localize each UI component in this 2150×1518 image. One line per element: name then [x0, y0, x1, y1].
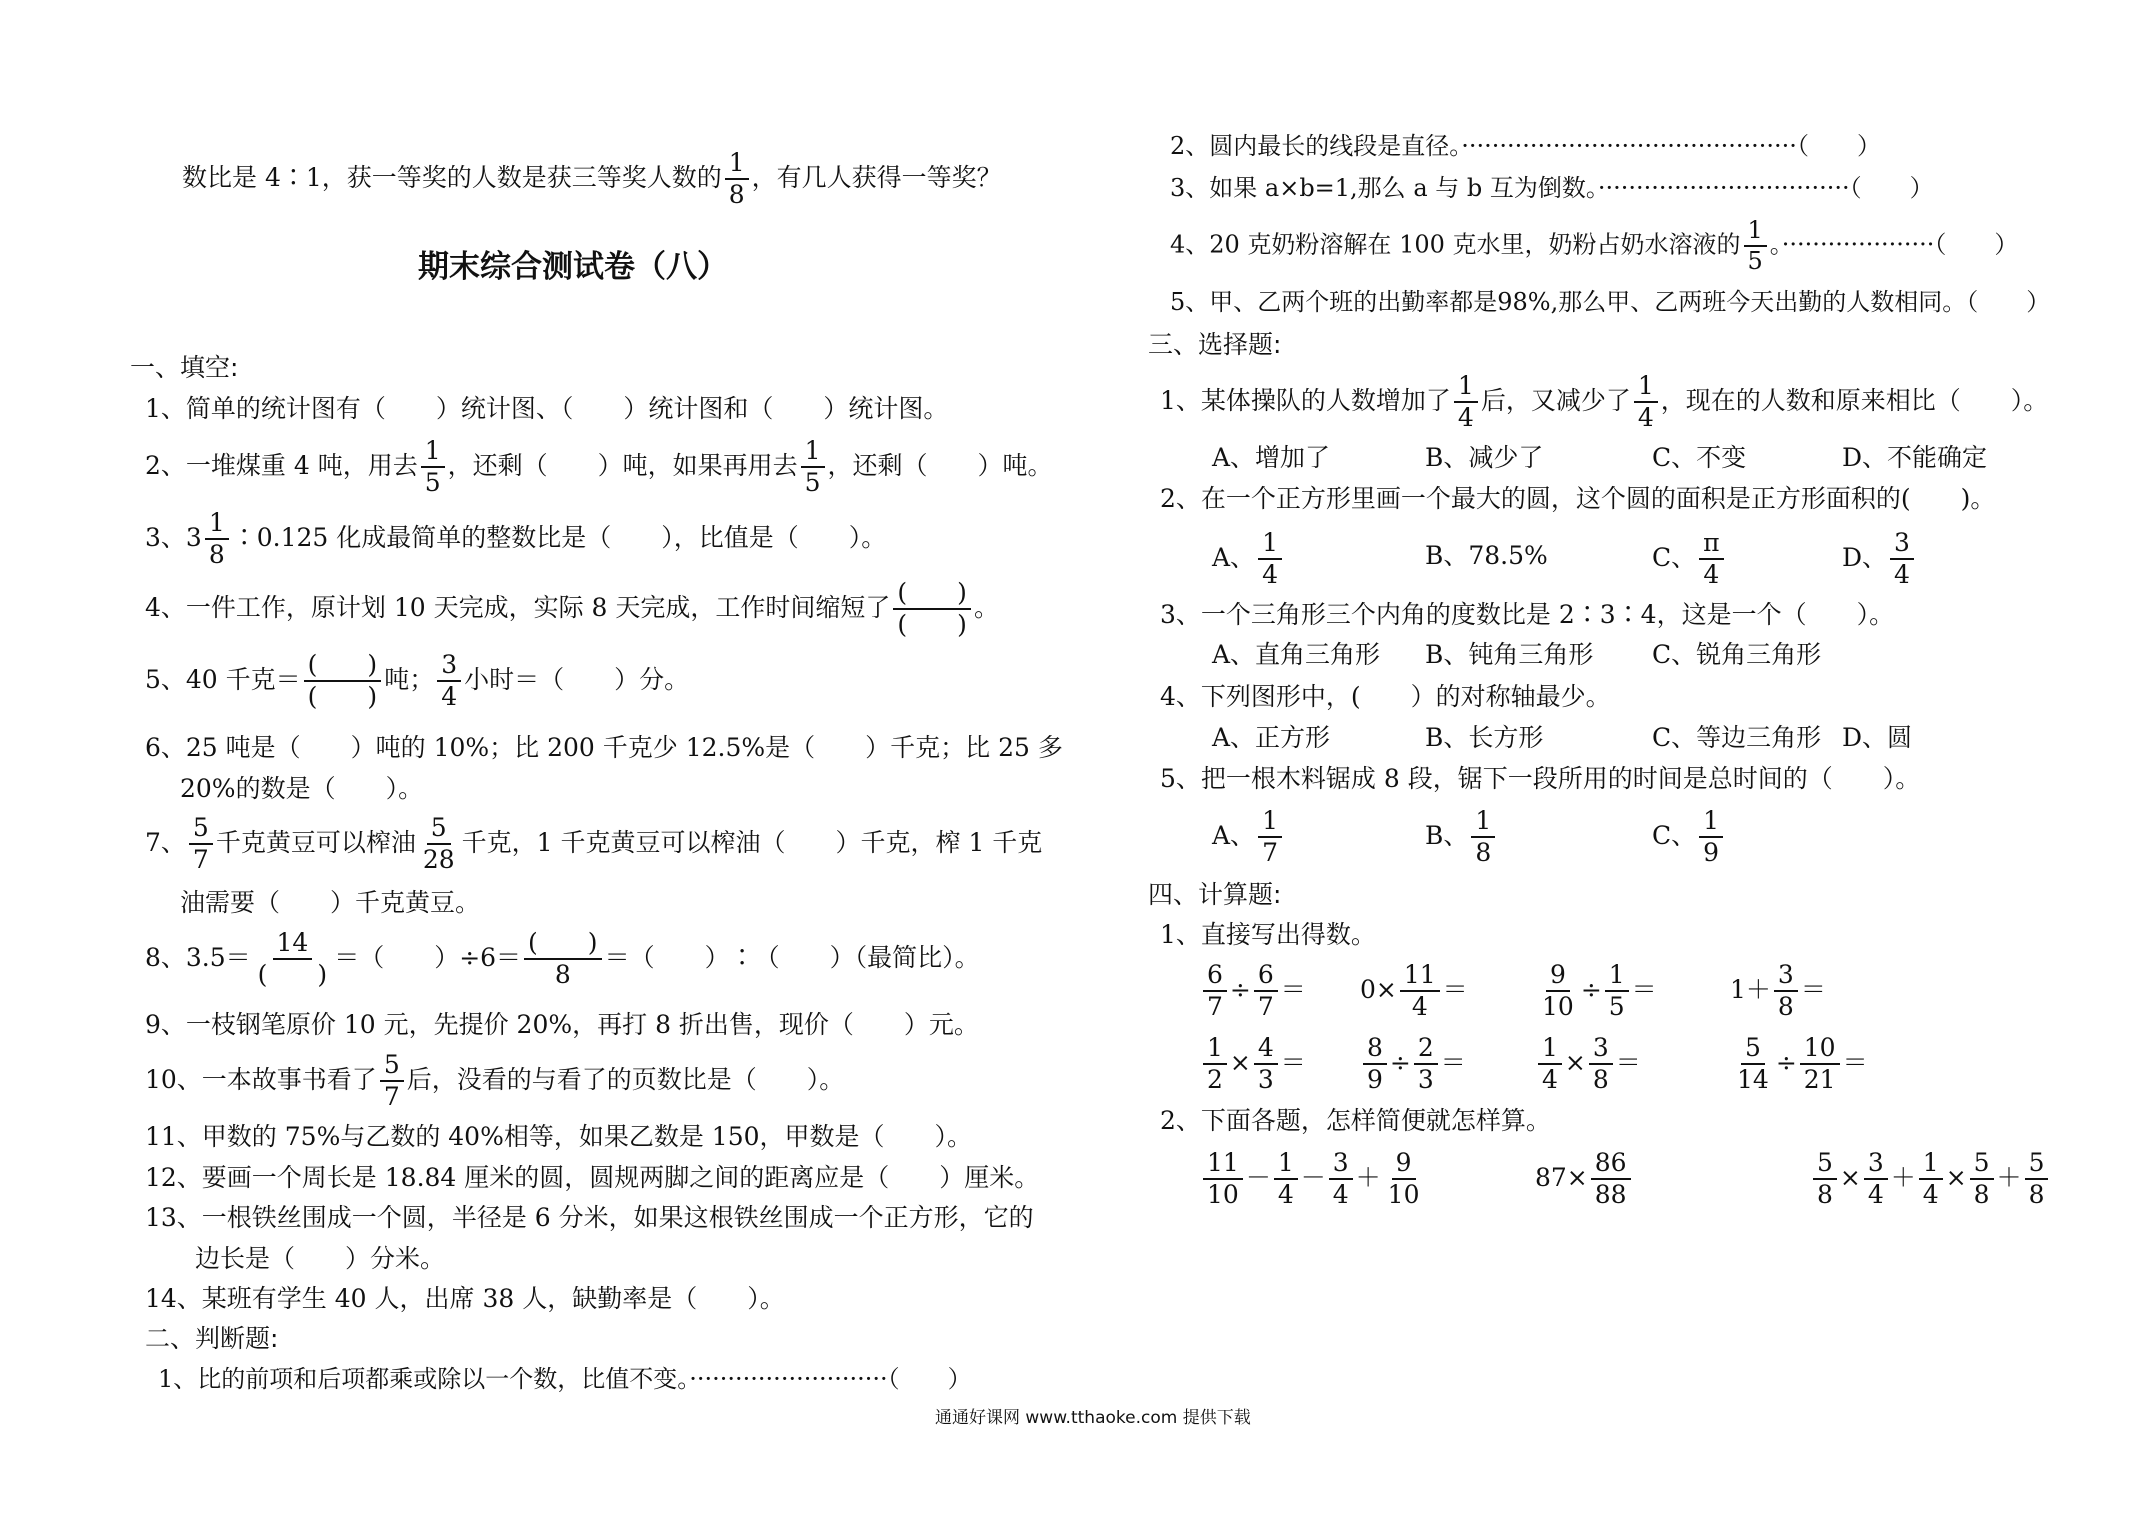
section-calc-heading: 四、计算题: [1148, 880, 1282, 909]
calc-expr: 0× $\frac{11}{4}$ ＝ [1360, 960, 1468, 1022]
fill-q8: 8、3.5＝ 14 ( ) ＝（ ）÷6＝ ( ) 8 ＝（ ）∶（ ）（最简比）。 [145, 928, 980, 990]
calc-expr: $\frac{11}{10}$ － $\frac{1}{4}$ － $\frac{3}{4}$ ＋ $\frac{9}{10}$ [1200, 1150, 1426, 1209]
calc-expr: $\frac{5}{8}$ × $\frac{3}{4}$ ＋ $\frac{1}{4}$ × $\frac{5}{8}$ ＋ $\frac{5}{8}$ [1810, 1150, 2051, 1209]
judge-q5: 5、甲、乙两个班的出勤率都是98%,那么甲、乙两班今天出勤的人数相同。（ ） [1170, 288, 2051, 316]
fill-q12: 12、要画一个周长是 18.84 厘米的圆，圆规两脚之间的距离应是（ ）厘米。 [145, 1163, 1040, 1192]
calc-expr: 1＋ $\frac{3}{8}$ ＝ [1730, 960, 1826, 1022]
fill-q2: 2、一堆煤重 4 吨，用去 $\frac{1}{5}$ ，还剩（ ）吨，如果再用去 $\frac{1}{5}$ ，还剩（ ）吨。 [145, 436, 1053, 498]
choice-q3: 3、一个三角形三个内角的度数比是 2∶3∶4，这是一个（ ）。 [1160, 600, 1895, 629]
judge-q3: 3、如果 a×b=1,那么 a 与 b 互为倒数。·································（ ） [1170, 174, 1934, 202]
calc-expr: $\frac{1}{2}$ × $\frac{4}{3}$ ＝ [1200, 1035, 1306, 1094]
fill-q6-line2: 20%的数是（ ）。 [180, 774, 424, 803]
calc-expr: $\frac{6}{7}$ ÷ $\frac{6}{7}$ ＝ [1200, 962, 1306, 1021]
choice-q5-option-b: B、 $\frac{1}{8}$ [1425, 808, 1498, 867]
fill-q6-line1: 6、25 吨是（ ）吨的 10%；比 200 千克少 12.5%是（ ）千克；比 25 多 [145, 733, 1063, 762]
choice-q4-option-a: A、正方形 [1212, 723, 1331, 752]
choice-q2: 2、在一个正方形里画一个最大的圆，这个圆的面积是正方形面积的( )。 [1160, 484, 1996, 513]
choice-q1-option-a: A、增加了 [1212, 443, 1331, 472]
choice-q2-option-c: C、 $\frac{\pi}{4}$ [1652, 530, 1727, 589]
section-judge-heading: 二、判断题: [145, 1324, 279, 1353]
judge-q4: 4、20 克奶粉溶解在 100 克水里，奶粉占奶水溶液的 $\frac{1}{5}$ 。····················（ ） [1170, 216, 2019, 276]
fill-q10: 10、一本故事书看了 $\frac{5}{7}$ 后，没看的与看了的页数比是（ ）。 [145, 1050, 845, 1112]
choice-q5-option-c: C、 $\frac{1}{9}$ [1652, 808, 1726, 867]
choice-q4-option-b: B、长方形 [1425, 723, 1544, 752]
choice-q1-option-b: B、减少了 [1425, 443, 1544, 472]
calc-expr: $\frac{9}{10}$ ÷ $\frac{1}{5}$ ＝ [1542, 960, 1657, 1022]
choice-q2-option-a: A、 $\frac{1}{4}$ [1212, 530, 1285, 589]
carryover-question: 数比是 4∶1，获一等奖的人数是获三等奖人数的 $\frac{1}{8}$ ，有几人获得一等奖？ [182, 148, 1002, 210]
fill-q13-line2: 边长是（ ）分米。 [195, 1244, 446, 1273]
choice-q4-option-c: C、等边三角形 [1652, 723, 1822, 752]
judge-q1: 1、比的前项和后项都乘或除以一个数，比值不变。··························（ ） [158, 1365, 972, 1393]
fill-q4: 4、一件工作，原计划 10 天完成，实际 8 天完成，工作时间缩短了 ( ) ( ) 。 [145, 578, 999, 640]
calc-q2: 2、下面各题，怎样简便就怎样算。 [1160, 1106, 1551, 1135]
choice-q1-option-d: D、不能确定 [1842, 443, 1988, 472]
calc-expr: $\frac{8}{9}$ ÷ $\frac{2}{3}$ ＝ [1360, 1035, 1466, 1094]
choice-q2-option-b: B、78.5% [1425, 541, 1548, 570]
choice-q2-option-d: D、 $\frac{3}{4}$ [1842, 530, 1917, 589]
choice-q3-option-a: A、直角三角形 [1212, 640, 1381, 669]
fill-q14: 14、某班有学生 40 人，出席 38 人，缺勤率是（ ）。 [145, 1284, 785, 1313]
footer-credit: 通通好课网 www.tthaoke.com 提供下载 [935, 1408, 1251, 1428]
judge-q2: 2、圆内最长的线段是直径。············································（ ） [1170, 132, 1881, 160]
choice-q4: 4、下列图形中，( ）的对称轴最少。 [1160, 682, 1611, 711]
fill-q1: 1、简单的统计图有（ ）统计图、（ ）统计图和（ ）统计图。 [145, 394, 949, 423]
fill-q13-line1: 13、一根铁丝围成一个圆，半径是 6 分米，如果这根铁丝围成一个正方形，它的 [145, 1203, 1034, 1232]
choice-q5: 5、把一根木料锯成 8 段，锯下一段所用的时间是总时间的（ ）。 [1160, 764, 1921, 793]
section-fill-heading: 一、填空: [130, 353, 239, 382]
fill-q3: 3、3 $\frac{1}{8}$ ∶0.125 化成最简单的整数比是（ ），比值是（ ）。 [145, 508, 887, 570]
fraction: $\frac{1}{8}$ [725, 150, 749, 209]
fill-q11: 11、甲数的 75%与乙数的 40%相等，如果乙数是 150，甲数是（ ）。 [145, 1122, 973, 1151]
choice-q3-option-c: C、锐角三角形 [1652, 640, 1822, 669]
section-choice-heading: 三、选择题: [1148, 330, 1282, 359]
page-title: 期末综合测试卷（八） [418, 249, 728, 285]
choice-q1: 1、某体操队的人数增加了 $\frac{1}{4}$ 后，又减少了 $\frac{1}{4}$ ，现在的人数和原来相比（ ）。 [1160, 371, 2049, 433]
calc-q1: 1、直接写出得数。 [1160, 920, 1376, 949]
fill-q5: 5、40 千克＝ ( ) ( ) 吨； $\frac{3}{4}$ 小时＝（ ）分。 [145, 650, 690, 712]
fill-q9: 9、一枝钢笔原价 10 元，先提价 20%，再打 8 折出售，现价（ ）元。 [145, 1010, 979, 1039]
choice-q3-option-b: B、钝角三角形 [1425, 640, 1594, 669]
fill-q7-line2: 油需要（ ）千克黄豆。 [180, 888, 481, 917]
calc-expr: $\frac{5}{14}$ ÷ $\frac{10}{21}$ ＝ [1737, 1033, 1868, 1095]
choice-q1-option-c: C、不变 [1652, 443, 1747, 472]
fill-q7-line1: 7、 $\frac{5}{7}$ 千克黄豆可以榨油 $\frac{5}{28}$ 千克，1 千克黄豆可以榨油（ ）千克，榨 1 千克 [145, 813, 1043, 875]
choice-q5-option-a: A、 $\frac{1}{7}$ [1212, 808, 1285, 867]
choice-q4-option-d: D、圆 [1842, 723, 1913, 752]
calc-expr: $\frac{1}{4}$ × $\frac{3}{8}$ ＝ [1535, 1035, 1641, 1094]
calc-expr: 87× $\frac{86}{88}$ [1535, 1150, 1634, 1209]
